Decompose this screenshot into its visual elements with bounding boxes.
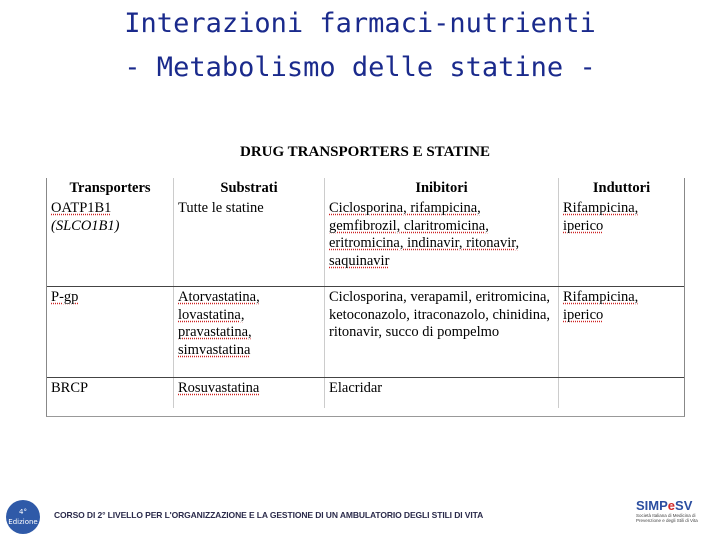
table-row: [47, 287, 684, 378]
badge-label: Edizione: [8, 518, 38, 526]
logo-subtitle: Società Italiana di Medicina di Prevenzione e degli Stili di Vita: [636, 513, 698, 523]
logo-right: SV: [675, 498, 693, 513]
header-inibitori: Inibitori: [325, 178, 559, 198]
cell-inducers: Rifampicina, iperico: [559, 198, 685, 287]
course-title: CORSO DI 2° LIVELLO PER L'ORGANIZZAZIONE E LA GESTIONE DI UN AMBULATORIO DEGLI STILI DI VITA: [54, 510, 484, 520]
table-header-row: [47, 178, 684, 198]
slide-subtitle: - Metabolismo delle statine -: [124, 52, 596, 83]
logo-left: SIMP: [636, 498, 668, 513]
transporter-name: OATP1B1: [51, 200, 112, 216]
cell-transporter: [47, 198, 174, 287]
badge-number: 4°: [19, 508, 27, 516]
cell-transporter: BRCP: [47, 378, 174, 409]
cell-inhibitors: Elacridar: [325, 378, 559, 409]
cell-inducers: [559, 378, 685, 409]
transporter-gene: (SLCO1B1): [51, 217, 120, 234]
transporters-table: [46, 178, 685, 417]
cell-inhibitors: Ciclosporina, rifampicina, gemfibrozil, claritromicina, eritromicina, indinavir, ritonavir, saquinavir: [325, 198, 559, 287]
cell-substrates: Rosuvastatina: [174, 378, 325, 409]
cell-inhibitors: Ciclosporina, verapamil, eritromicina, ketoconazolo, itraconazolo, chinidina, ritonavir, succo di pompelmo: [325, 287, 559, 378]
slide-title: Interazioni farmaci-nutrienti: [124, 8, 596, 39]
logo-e: e: [667, 498, 676, 513]
header-substrati: Substrati: [174, 178, 325, 198]
cell-inducers: Rifampicina, iperico: [559, 287, 685, 378]
table-caption: DRUG TRANSPORTERS E STATINE: [240, 144, 490, 160]
header-induttori: Induttori: [592, 180, 651, 196]
cell-transporter: P-gp: [47, 287, 174, 378]
footer-bar: [0, 494, 720, 540]
cell-substrates: Tutte le statine: [174, 198, 325, 287]
edition-badge: [6, 500, 40, 534]
logo-wordmark: [636, 498, 716, 513]
table-row: [47, 198, 684, 287]
header-transporters: Transporters: [47, 178, 174, 198]
table-row: [47, 378, 684, 409]
simpesv-logo: [636, 498, 716, 523]
cell-substrates: Atorvastatina, lovastatina, pravastatina, simvastatina: [174, 287, 325, 378]
